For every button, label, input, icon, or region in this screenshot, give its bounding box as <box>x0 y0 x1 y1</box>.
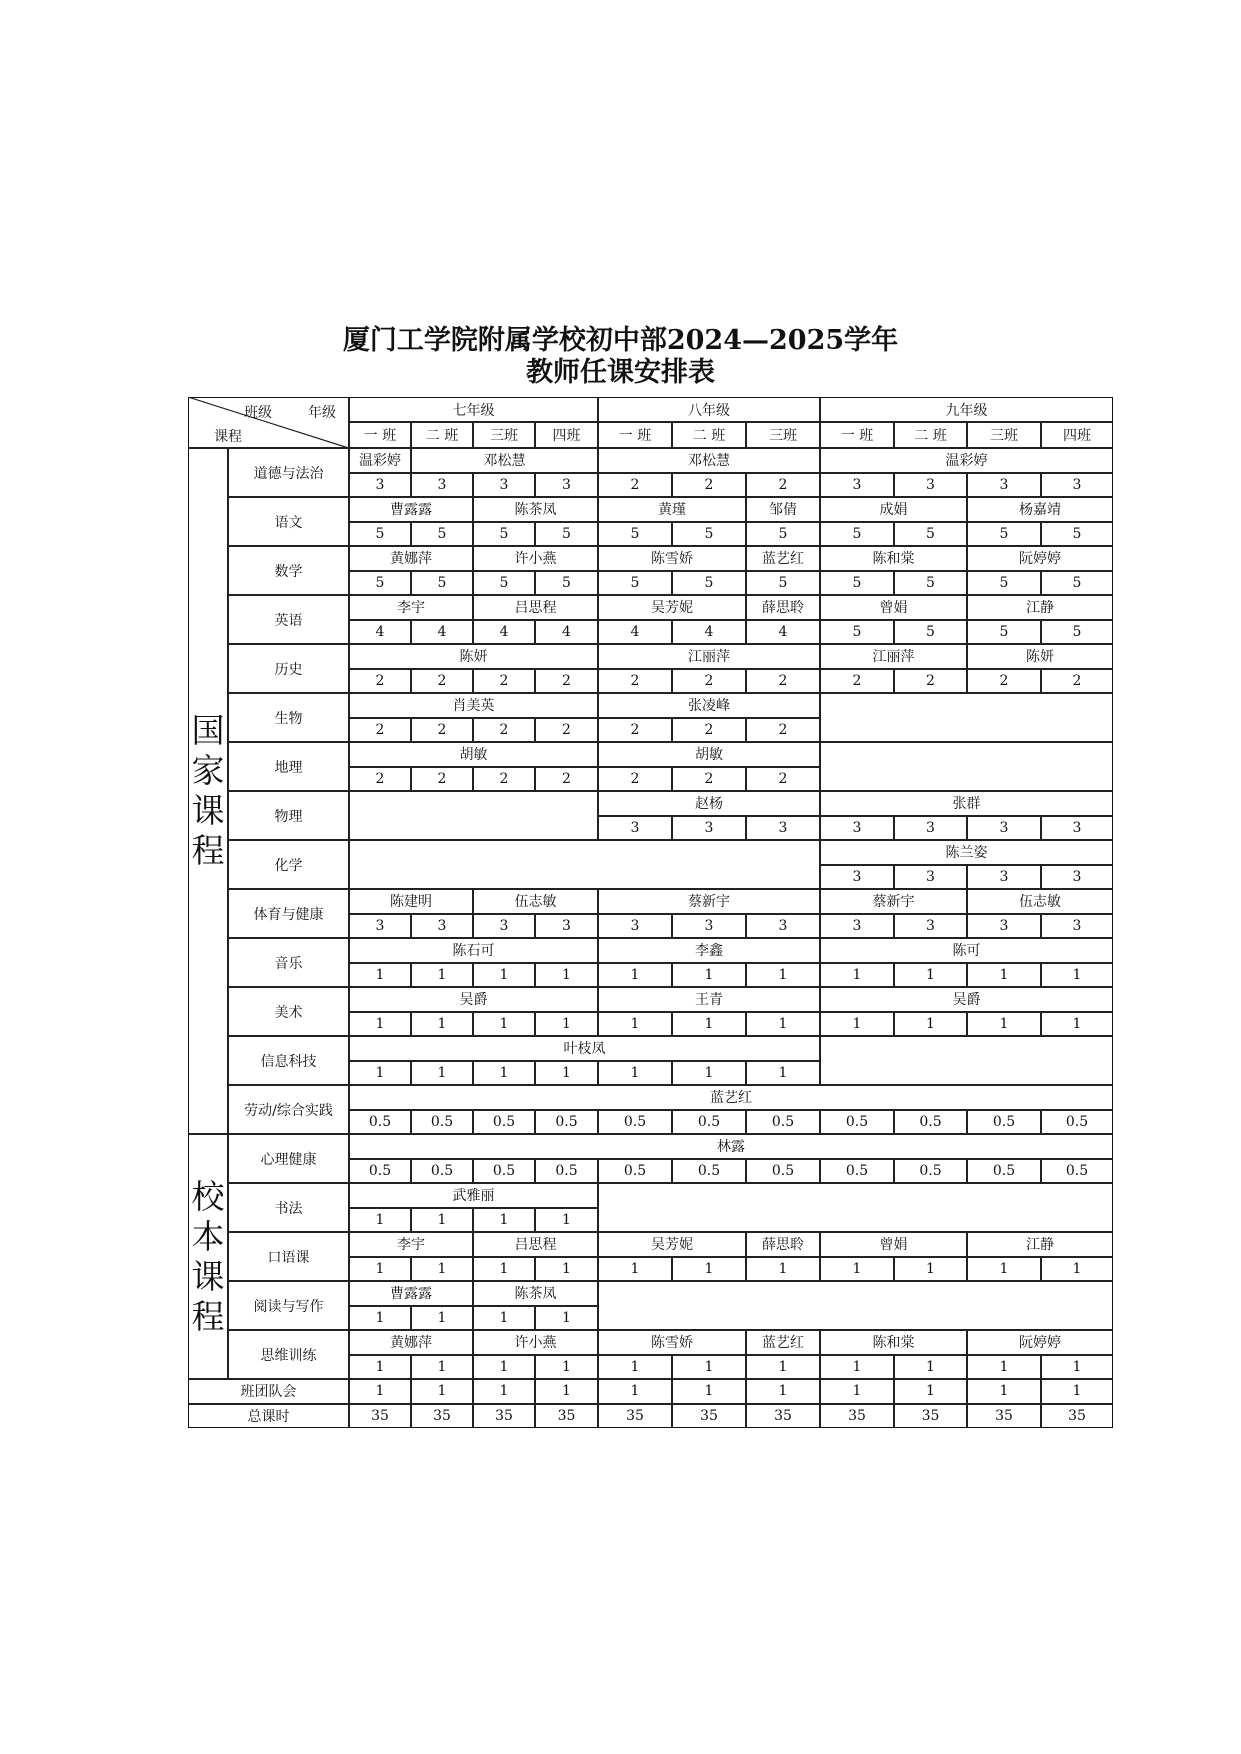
class-header: 二 班 <box>411 422 473 448</box>
hours-cell: 3 <box>967 914 1041 939</box>
hours-cell: 0.5 <box>820 1159 894 1184</box>
class-header: 四班 <box>535 422 598 448</box>
table-frame <box>188 397 1113 1428</box>
hours-cell: 1 <box>672 1355 746 1380</box>
footer-value: 1 <box>967 1379 1041 1404</box>
hours-cell: 3 <box>746 816 820 841</box>
footer-value: 35 <box>672 1404 746 1429</box>
subject-name: 阅读与写作 <box>228 1281 349 1330</box>
teacher-cell: 黄娜萍 <box>349 1330 473 1355</box>
hours-cell: 3 <box>473 473 535 498</box>
hours-cell: 3 <box>820 865 894 890</box>
teacher-cell: 邓松慧 <box>411 448 598 473</box>
hours-cell: 1 <box>411 1208 473 1233</box>
hours-cell: 0.5 <box>672 1110 746 1135</box>
hours-cell: 5 <box>535 522 598 547</box>
teacher-cell: 江丽萍 <box>820 644 967 669</box>
hours-cell: 5 <box>473 571 535 596</box>
hours-cell: 1 <box>1041 1355 1113 1380</box>
hours-cell: 1 <box>411 1257 473 1282</box>
teacher-cell: 温彩婷 <box>820 448 1113 473</box>
subject-name: 历史 <box>228 644 349 693</box>
hours-cell: 3 <box>411 914 473 939</box>
hours-cell: 1 <box>535 1257 598 1282</box>
hours-cell: 1 <box>894 1257 967 1282</box>
footer-value: 1 <box>894 1379 967 1404</box>
hours-cell: 2 <box>598 669 672 694</box>
teacher-cell: 薛思聆 <box>746 1232 820 1257</box>
hours-cell: 0.5 <box>967 1159 1041 1184</box>
teacher-cell: 吕思程 <box>473 1232 598 1257</box>
grade-header: 七年级 <box>349 397 598 422</box>
hours-cell: 5 <box>411 571 473 596</box>
hours-cell: 5 <box>820 620 894 645</box>
teacher-cell: 吴芳妮 <box>598 595 746 620</box>
class-header: 二 班 <box>894 422 967 448</box>
group-school: 校 本 课 程 <box>188 1134 228 1379</box>
footer-row-name: 班团队会 <box>188 1379 349 1404</box>
teacher-cell: 邓松慧 <box>598 448 820 473</box>
hours-cell: 3 <box>535 473 598 498</box>
hours-cell: 5 <box>894 571 967 596</box>
hours-cell: 1 <box>967 1257 1041 1282</box>
hours-cell: 4 <box>349 620 411 645</box>
teacher-cell: 薛思聆 <box>746 595 820 620</box>
hours-cell: 2 <box>672 767 746 792</box>
hours-cell: 0.5 <box>349 1159 411 1184</box>
hours-cell: 1 <box>1041 963 1113 988</box>
teacher-cell: 伍志敏 <box>967 889 1113 914</box>
hours-cell: 1 <box>473 1012 535 1037</box>
hours-cell: 1 <box>598 1257 672 1282</box>
hours-cell: 2 <box>894 669 967 694</box>
subject-name: 音乐 <box>228 938 349 987</box>
hours-cell: 1 <box>473 1306 535 1331</box>
hours-cell: 2 <box>473 669 535 694</box>
hours-cell: 5 <box>349 571 411 596</box>
class-header: 一 班 <box>820 422 894 448</box>
hours-cell: 2 <box>1041 669 1113 694</box>
teacher-cell: 王青 <box>598 987 820 1012</box>
teacher-cell: 胡敏 <box>598 742 820 767</box>
hours-cell: 5 <box>1041 571 1113 596</box>
teacher-cell: 陈建明 <box>349 889 473 914</box>
footer-value: 1 <box>820 1379 894 1404</box>
hours-cell: 0.5 <box>411 1110 473 1135</box>
teacher-cell: 温彩婷 <box>349 448 411 473</box>
class-header: 三班 <box>967 422 1041 448</box>
hours-cell: 5 <box>967 571 1041 596</box>
hours-cell: 1 <box>411 1306 473 1331</box>
teacher-cell: 蓝艺红 <box>349 1085 1113 1110</box>
teacher-cell: 陈兰姿 <box>820 840 1113 865</box>
hours-cell: 2 <box>598 718 672 743</box>
teacher-cell: 陈茶凤 <box>473 497 598 522</box>
teacher-cell: 陈妍 <box>967 644 1113 669</box>
hours-cell: 1 <box>473 1061 535 1086</box>
subject-name: 语文 <box>228 497 349 546</box>
teacher-cell: 赵杨 <box>598 791 820 816</box>
teacher-cell: 张群 <box>820 791 1113 816</box>
hours-cell: 3 <box>820 816 894 841</box>
footer-value: 35 <box>411 1404 473 1429</box>
hours-cell: 1 <box>598 963 672 988</box>
hours-cell: 0.5 <box>672 1159 746 1184</box>
hours-cell: 1 <box>746 1355 820 1380</box>
hours-cell: 2 <box>411 718 473 743</box>
footer-value: 35 <box>894 1404 967 1429</box>
hours-cell: 5 <box>411 522 473 547</box>
hours-cell: 5 <box>598 571 672 596</box>
hours-cell: 1 <box>411 1012 473 1037</box>
footer-value: 35 <box>349 1404 411 1429</box>
hours-cell: 5 <box>473 522 535 547</box>
footer-value: 35 <box>535 1404 598 1429</box>
hours-cell: 5 <box>820 571 894 596</box>
hours-cell: 0.5 <box>746 1110 820 1135</box>
hours-cell: 3 <box>473 914 535 939</box>
hours-cell: 1 <box>535 1012 598 1037</box>
hours-cell: 1 <box>820 1012 894 1037</box>
hours-cell: 4 <box>746 620 820 645</box>
hours-cell: 1 <box>535 1355 598 1380</box>
hours-cell: 5 <box>1041 620 1113 645</box>
hours-cell: 3 <box>894 816 967 841</box>
hours-cell: 1 <box>349 1208 411 1233</box>
hours-cell: 1 <box>411 1061 473 1086</box>
footer-value: 1 <box>672 1379 746 1404</box>
footer-value: 1 <box>473 1379 535 1404</box>
hours-cell: 2 <box>535 669 598 694</box>
corner-grade-label: 年级 <box>308 405 336 421</box>
subject-name: 英语 <box>228 595 349 644</box>
class-header: 一 班 <box>349 422 411 448</box>
hours-cell: 2 <box>746 473 820 498</box>
teacher-cell: 阮婷婷 <box>967 546 1113 571</box>
grade-header: 八年级 <box>598 397 820 422</box>
hours-cell: 2 <box>820 669 894 694</box>
subject-name: 书法 <box>228 1183 349 1232</box>
footer-value: 1 <box>1041 1379 1113 1404</box>
hours-cell: 0.5 <box>473 1159 535 1184</box>
teacher-cell: 陈和棠 <box>820 1330 967 1355</box>
footer-value: 1 <box>349 1379 411 1404</box>
hours-cell: 1 <box>473 1208 535 1233</box>
hours-cell: 3 <box>967 865 1041 890</box>
hours-cell: 1 <box>349 1061 411 1086</box>
hours-cell: 0.5 <box>967 1110 1041 1135</box>
subject-name: 道德与法治 <box>228 448 349 497</box>
hours-cell: 1 <box>535 1306 598 1331</box>
footer-row-name: 总课时 <box>188 1404 349 1429</box>
teacher-cell: 李鑫 <box>598 938 820 963</box>
teacher-cell: 李宇 <box>349 595 473 620</box>
subject-name: 信息科技 <box>228 1036 349 1085</box>
hours-cell: 5 <box>535 571 598 596</box>
teacher-cell: 邹倩 <box>746 497 820 522</box>
teacher-cell: 肖美英 <box>349 693 598 718</box>
teacher-cell: 黄娜萍 <box>349 546 473 571</box>
footer-value: 1 <box>411 1379 473 1404</box>
class-header: 一 班 <box>598 422 672 448</box>
hours-cell: 2 <box>598 767 672 792</box>
hours-cell: 1 <box>473 1257 535 1282</box>
hours-cell: 0.5 <box>535 1110 598 1135</box>
teacher-cell: 蔡新宇 <box>820 889 967 914</box>
subject-name: 体育与健康 <box>228 889 349 938</box>
hours-cell: 1 <box>820 1355 894 1380</box>
teacher-cell: 江静 <box>967 595 1113 620</box>
teacher-cell: 曾娟 <box>820 595 967 620</box>
hours-cell: 3 <box>1041 816 1113 841</box>
hours-cell: 1 <box>473 963 535 988</box>
hours-cell: 4 <box>598 620 672 645</box>
hours-cell: 3 <box>598 816 672 841</box>
class-header: 三班 <box>746 422 820 448</box>
hours-cell: 1 <box>967 1355 1041 1380</box>
hours-cell: 3 <box>672 816 746 841</box>
hours-cell: 2 <box>411 669 473 694</box>
hours-cell: 1 <box>967 963 1041 988</box>
footer-value: 1 <box>746 1379 820 1404</box>
hours-cell: 2 <box>349 718 411 743</box>
subject-name: 化学 <box>228 840 349 889</box>
teacher-cell: 吴芳妮 <box>598 1232 746 1257</box>
hours-cell: 1 <box>598 1012 672 1037</box>
hours-cell: 0.5 <box>1041 1110 1113 1135</box>
hours-cell: 3 <box>672 914 746 939</box>
class-header: 三班 <box>473 422 535 448</box>
hours-cell: 1 <box>672 963 746 988</box>
hours-cell: 3 <box>349 473 411 498</box>
class-header: 四班 <box>1041 422 1113 448</box>
teacher-cell: 吴爵 <box>349 987 598 1012</box>
hours-cell: 5 <box>672 571 746 596</box>
teacher-cell: 林露 <box>349 1134 1113 1159</box>
hours-cell: 0.5 <box>1041 1159 1113 1184</box>
hours-cell: 3 <box>820 473 894 498</box>
hours-cell: 3 <box>894 865 967 890</box>
teacher-cell: 李宇 <box>349 1232 473 1257</box>
teacher-cell: 陈和棠 <box>820 546 967 571</box>
teacher-cell: 曹露露 <box>349 1281 473 1306</box>
hours-cell: 1 <box>535 963 598 988</box>
teacher-cell: 蓝艺红 <box>746 1330 820 1355</box>
teacher-cell: 蔡新宇 <box>598 889 820 914</box>
footer-value: 35 <box>746 1404 820 1429</box>
hours-cell: 5 <box>967 620 1041 645</box>
teacher-cell: 杨嘉靖 <box>967 497 1113 522</box>
hours-cell: 1 <box>894 1012 967 1037</box>
class-header: 二 班 <box>672 422 746 448</box>
hours-cell: 1 <box>349 1257 411 1282</box>
teacher-cell: 陈石可 <box>349 938 598 963</box>
hours-cell: 3 <box>1041 914 1113 939</box>
hours-cell: 1 <box>349 1012 411 1037</box>
hours-cell: 0.5 <box>746 1159 820 1184</box>
hours-cell: 1 <box>672 1012 746 1037</box>
teacher-cell: 叶枝凤 <box>349 1036 820 1061</box>
hours-cell: 1 <box>535 1061 598 1086</box>
subject-name: 地理 <box>228 742 349 791</box>
hours-cell: 1 <box>411 963 473 988</box>
hours-cell: 2 <box>746 669 820 694</box>
page-subtitle: 教师任课安排表 <box>526 357 715 388</box>
teacher-cell: 许小燕 <box>473 1330 598 1355</box>
subject-name: 劳动/综合实践 <box>228 1085 349 1134</box>
teacher-cell: 黄瑾 <box>598 497 746 522</box>
hours-cell: 1 <box>1041 1012 1113 1037</box>
page-title: 厦门工学院附属学校初中部2024—2025学年 <box>342 325 899 356</box>
hours-cell: 2 <box>411 767 473 792</box>
subject-name: 思维训练 <box>228 1330 349 1379</box>
hours-cell: 5 <box>894 522 967 547</box>
footer-value: 1 <box>598 1379 672 1404</box>
hours-cell: 1 <box>894 963 967 988</box>
teacher-cell: 张凌峰 <box>598 693 820 718</box>
hours-cell: 0.5 <box>535 1159 598 1184</box>
hours-cell: 5 <box>746 571 820 596</box>
teacher-cell: 曹露露 <box>349 497 473 522</box>
teacher-cell: 许小燕 <box>473 546 598 571</box>
teacher-cell: 伍志敏 <box>473 889 598 914</box>
footer-value: 35 <box>598 1404 672 1429</box>
teacher-cell: 陈茶凤 <box>473 1281 598 1306</box>
hours-cell: 3 <box>1041 865 1113 890</box>
hours-cell: 1 <box>746 963 820 988</box>
teacher-cell: 吴爵 <box>820 987 1113 1012</box>
hours-cell: 2 <box>473 767 535 792</box>
hours-cell: 1 <box>598 1061 672 1086</box>
hours-cell: 3 <box>349 914 411 939</box>
hours-cell: 5 <box>894 620 967 645</box>
hours-cell: 3 <box>820 914 894 939</box>
group-national: 国 家 课 程 <box>188 448 228 1134</box>
hours-cell: 2 <box>746 767 820 792</box>
hours-cell: 3 <box>894 473 967 498</box>
hours-cell: 5 <box>672 522 746 547</box>
hours-cell: 1 <box>535 1208 598 1233</box>
hours-cell: 2 <box>473 718 535 743</box>
hours-cell: 3 <box>967 816 1041 841</box>
hours-cell: 4 <box>473 620 535 645</box>
hours-cell: 5 <box>746 522 820 547</box>
hours-cell: 3 <box>535 914 598 939</box>
hours-cell: 2 <box>672 669 746 694</box>
hours-cell: 0.5 <box>894 1110 967 1135</box>
hours-cell: 1 <box>672 1257 746 1282</box>
hours-cell: 1 <box>820 1257 894 1282</box>
teacher-cell: 蓝艺红 <box>746 546 820 571</box>
subject-name: 美术 <box>228 987 349 1036</box>
hours-cell: 3 <box>894 914 967 939</box>
teacher-cell: 陈雪娇 <box>598 1330 746 1355</box>
hours-cell: 5 <box>1041 522 1113 547</box>
hours-cell: 2 <box>967 669 1041 694</box>
hours-cell: 0.5 <box>820 1110 894 1135</box>
hours-cell: 1 <box>411 1355 473 1380</box>
hours-cell: 2 <box>535 718 598 743</box>
teacher-cell: 江丽萍 <box>598 644 820 669</box>
hours-cell: 4 <box>672 620 746 645</box>
subject-name: 口语课 <box>228 1232 349 1281</box>
hours-cell: 2 <box>672 473 746 498</box>
hours-cell: 1 <box>473 1355 535 1380</box>
hours-cell: 1 <box>349 1306 411 1331</box>
subject-name: 数学 <box>228 546 349 595</box>
hours-cell: 3 <box>1041 473 1113 498</box>
hours-cell: 1 <box>598 1355 672 1380</box>
teacher-cell: 江静 <box>967 1232 1113 1257</box>
hours-cell: 5 <box>598 522 672 547</box>
hours-cell: 1 <box>820 963 894 988</box>
hours-cell: 3 <box>967 473 1041 498</box>
subject-name: 心理健康 <box>228 1134 349 1183</box>
hours-cell: 1 <box>894 1355 967 1380</box>
hours-cell: 2 <box>598 473 672 498</box>
corner-course-label: 课程 <box>214 429 242 445</box>
hours-cell: 2 <box>672 718 746 743</box>
hours-cell: 1 <box>349 1355 411 1380</box>
hours-cell: 1 <box>967 1012 1041 1037</box>
hours-cell: 1 <box>672 1061 746 1086</box>
teacher-cell: 吕思程 <box>473 595 598 620</box>
hours-cell: 3 <box>746 914 820 939</box>
corner-class-label: 班级 <box>244 405 272 421</box>
footer-value: 35 <box>820 1404 894 1429</box>
teacher-cell: 武雅丽 <box>349 1183 598 1208</box>
teacher-cell: 陈妍 <box>349 644 598 669</box>
footer-value: 35 <box>1041 1404 1113 1429</box>
hours-cell: 2 <box>349 669 411 694</box>
hours-cell: 0.5 <box>894 1159 967 1184</box>
teacher-cell: 成娟 <box>820 497 967 522</box>
hours-cell: 1 <box>746 1012 820 1037</box>
hours-cell: 5 <box>967 522 1041 547</box>
subject-name: 生物 <box>228 693 349 742</box>
footer-value: 35 <box>473 1404 535 1429</box>
hours-cell: 2 <box>746 718 820 743</box>
footer-value: 35 <box>967 1404 1041 1429</box>
hours-cell: 1 <box>1041 1257 1113 1282</box>
hours-cell: 0.5 <box>349 1110 411 1135</box>
teacher-cell: 阮婷婷 <box>967 1330 1113 1355</box>
hours-cell: 0.5 <box>473 1110 535 1135</box>
hours-cell: 2 <box>535 767 598 792</box>
teacher-cell: 陈可 <box>820 938 1113 963</box>
hours-cell: 4 <box>411 620 473 645</box>
hours-cell: 4 <box>535 620 598 645</box>
hours-cell: 1 <box>746 1257 820 1282</box>
hours-cell: 2 <box>349 767 411 792</box>
hours-cell: 0.5 <box>411 1159 473 1184</box>
hours-cell: 1 <box>349 963 411 988</box>
subject-name: 物理 <box>228 791 349 840</box>
hours-cell: 0.5 <box>598 1110 672 1135</box>
grade-header: 九年级 <box>820 397 1113 422</box>
hours-cell: 0.5 <box>598 1159 672 1184</box>
teacher-cell: 胡敏 <box>349 742 598 767</box>
hours-cell: 5 <box>820 522 894 547</box>
hours-cell: 3 <box>598 914 672 939</box>
hours-cell: 1 <box>746 1061 820 1086</box>
footer-value: 1 <box>535 1379 598 1404</box>
teacher-cell: 曾娟 <box>820 1232 967 1257</box>
hours-cell: 3 <box>411 473 473 498</box>
teacher-cell: 陈雪娇 <box>598 546 746 571</box>
hours-cell: 5 <box>349 522 411 547</box>
